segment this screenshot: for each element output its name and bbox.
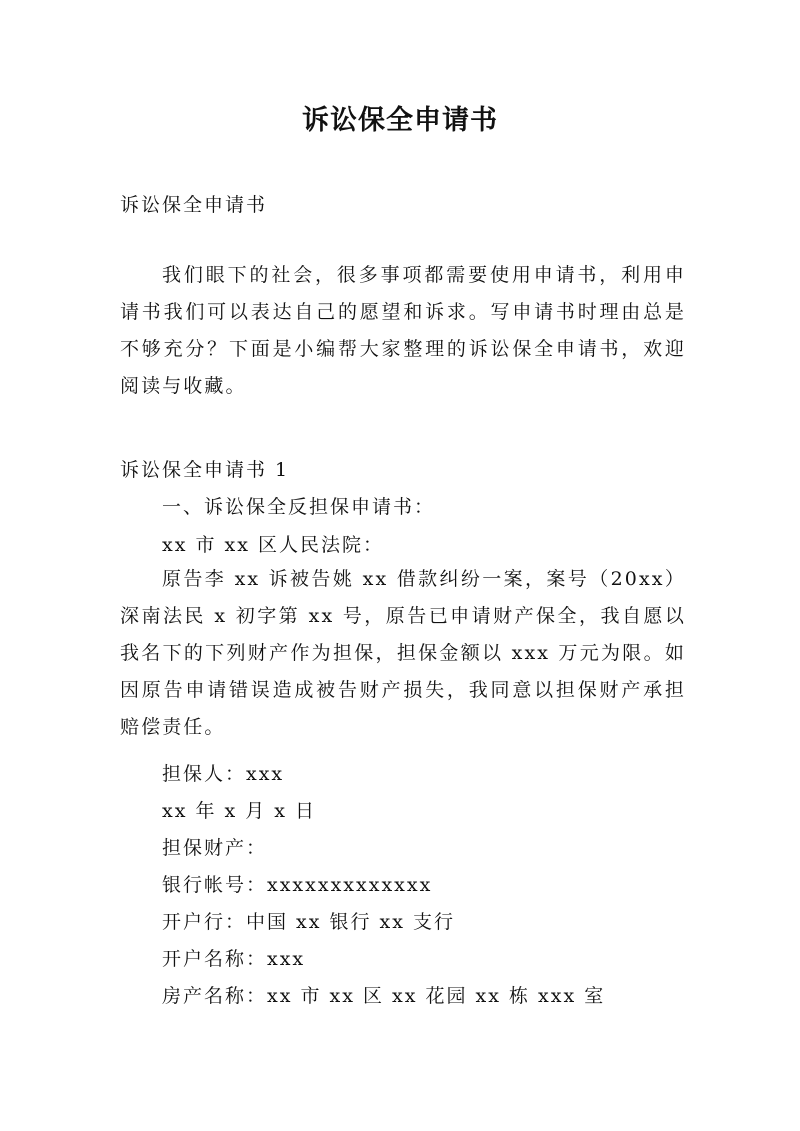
guarantor-line: 担保人：xxx bbox=[162, 763, 285, 785]
account-name-line: 开户名称：xxx bbox=[162, 948, 306, 970]
body-paragraph: 原告李 xx 诉被告姚 xx 借款纠纷一案，案号（20xx）深南法民 x 初字第 xx 号，原告已申请财产保全，我自愿以我名下的下列财产作为担保，担保金额以 xxx 万元为限。如因原告申请错误造成被告财产损失，我同意以担保财产承担赔偿责任。 bbox=[120, 568, 686, 738]
section-item-heading: 一、诉讼保全反担保申请书： bbox=[162, 496, 436, 518]
guarantee-property-line: 担保财产： bbox=[162, 837, 268, 859]
property-name-line: 房产名称：xx 市 xx 区 xx 花园 xx 栋 xxx 室 bbox=[162, 985, 606, 1007]
document-title: 诉讼保全申请书 bbox=[302, 105, 498, 136]
section-heading: 诉讼保全申请书 1 bbox=[120, 459, 290, 481]
document-subtitle: 诉讼保全申请书 bbox=[120, 194, 268, 216]
intro-paragraph: 我们眼下的社会，很多事项都需要使用申请书，利用申请书我们可以表达自己的愿望和诉求。写申请书时理由总是不够充分？下面是小编帮大家整理的诉讼保全申请书，欢迎阅读与收藏。 bbox=[120, 264, 686, 397]
court-address: xx 市 xx 区人民法院： bbox=[162, 534, 384, 556]
bank-account-line: 银行帐号：xxxxxxxxxxxxx bbox=[162, 874, 433, 896]
opening-bank-line: 开户行：中国 xx 银行 xx 支行 bbox=[162, 911, 456, 933]
date-line: xx 年 x 月 x 日 bbox=[162, 800, 317, 822]
